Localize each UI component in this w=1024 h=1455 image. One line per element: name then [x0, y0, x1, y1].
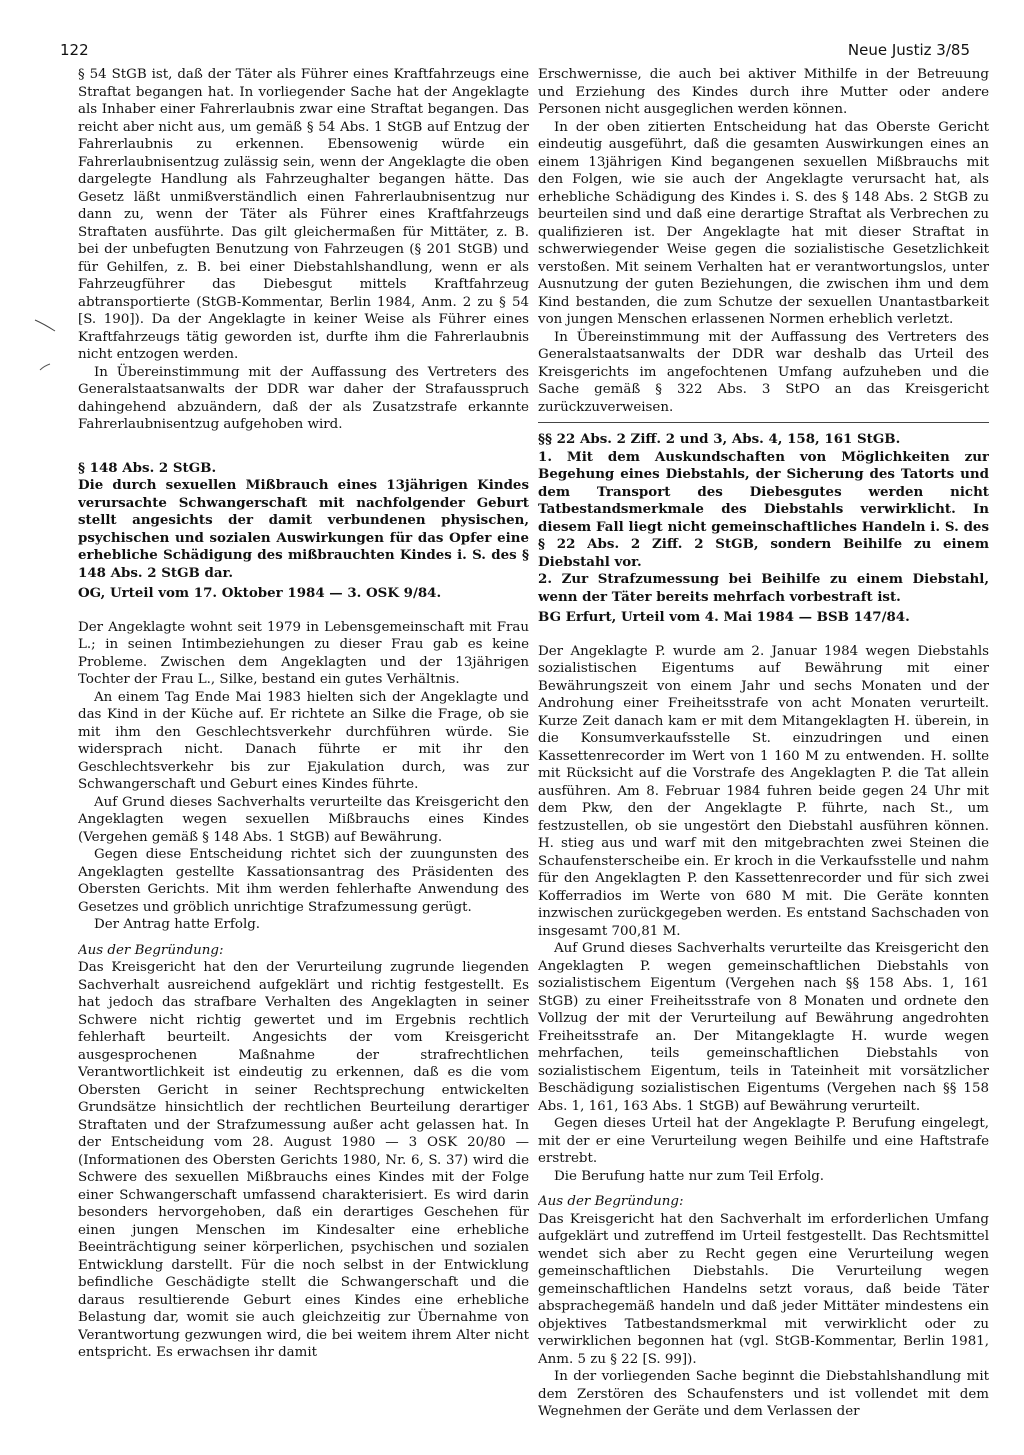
case-summary [538, 449, 989, 627]
paragraph: Das Kreisgericht hat den der Verurteilung zugrunde liegenden Sachverhalt ausreichend aufgeklärt und richtig festgestellt. Es hat jedoch das strafbare Verhalten des Angeklagten in seiner Schwere nicht richtig gewertet und im Ergebnis rechtlich fehlerhaft beurteilt. Angesichts der vom Kreisgericht ausgesprochenen Maßnahme der strafrechtlichen Verantwortlichkeit ist eindeutig zu erkennen, daß es die vom Obersten Gericht in seiner Rechtsprechung entwickelten Grundsätze hinsichtlich der rechtlichen Beurteilung derartiger Straftaten und der Strafzumessung außer acht gelassen hat. In der Entscheidung vom 28. August 1980 — 3 OSK 20/80 — (Informationen des Obersten Gerichts 1980, Nr. 6, S. 37) wird die Schwere des sexuellen Mißbrauchs eines Kindes mit der Folge einer Schwangerschaft umfassend charakterisiert. Es wird darin besonders hervorgehoben, daß ein derartiges Geschehen für einen jungen Menschen im Kindesalter eine erhebliche Beeinträchtigung seiner körperlichen, psychischen und sozialen Entwicklung darstellt. Für die noch selbst in der Entwicklung befindliche Geschädigte stellt die Schwangerschaft und die daraus resultierende Geburt eines Kindes eine erhebliche Belastung dar, womit sie auch gleichzeitig zur Übernahme von Verantwortung gezwungen wird, die bei weitem ihrem Alter nicht entspricht. Es erwachsen ihr damit [78, 960, 529, 1360]
case-heading: § 148 Abs. 2 StGB. [78, 459, 217, 476]
case-heading: §§ 22 Abs. 2 Ziff. 2 und 3, Abs. 4, 158, 161 StGB. [538, 431, 901, 447]
reasons-heading: Aus der Begründung: [78, 942, 224, 958]
case-summary-point-1: 1. Mit dem Auskundschaften von Möglichkeiten zur Begehung eines Diebstahls, der Sicherung des Tatorts und dem Transport des Diebesgutes werden nicht Tatbestandsmerkmale des Diebstahls verwirklicht. In diesem Fall liegt nicht gemeinschaftliches Handeln i. S. des § 22 Abs. 2 Ziff. 2 StGB, sondern Beihilfe zu einem Diebstahl vor. [538, 448, 989, 570]
page-header [60, 41, 970, 63]
section-divider [538, 422, 989, 423]
paragraph: Auf Grund dieses Sachverhalts verurteilte das Kreisgericht den Angeklagten wegen sexuellen Mißbrauchs eines Kindes (Vergehen gemäß § 148 Abs. 1 StGB) auf Bewährung. [78, 794, 529, 845]
paragraph: Der Antrag hatte Erfolg. [94, 917, 261, 932]
paragraph: In Übereinstimmung mit der Auffassung des Vertreters des Generalstaatsanwalts der DDR war deshalb das Urteil des Kreisgerichts im angefochtenen Umfang aufzuheben und die Sache gemäß § 322 Abs. 3 StPO an das Kreisgericht zurückzuverweisen. [538, 329, 989, 415]
paragraph: Die Berufung hatte nur zum Teil Erfolg. [554, 1168, 825, 1184]
paragraph: § 54 StGB ist, daß der Täter als Führer eines Kraftfahrzeugs eine Straftat begangen hat. In vorliegender Sache hat der Angeklagte als Inhaber einer Fahrerlaubnis zwar eine Straftat begangen. Das reicht aber nicht aus, um gemäß § 54 Abs. 1 StGB auf Entzug der Fahrerlaubnis zu erkennen. Ebensowenig würde ein Fahrerlaubnisentzug zulässig sein, wenn der Angeklagte die oben dargelegte Handlung als Fahrzeughalter begangen hätte. Das Gesetz läßt unmißverständlich einen Fahrerlaubnisentzug nur dann zu, wenn der Täter als Führer eines Kraftfahrzeugs Straftaten ausführte. Das gilt gleichermaßen für Mittäter, z. B. bei der unbefugten Benutzung von Fahrzeugen (§ 201 StGB) und für Gehilfen, z. B. bei einer Diebstahlshandlung, wenn er als Fahrzeugführer das Diebesgut mittels Kraftfahrzeug abtransportierte (StGB-Kommentar, Berlin 1984, Anm. 2 zu § 54 [S. 190]). Da der Angeklagte in keiner Weise als Führer eines Kraftfahrzeugs tätig geworden ist, durfte ihm die Fahrerlaubnis nicht entzogen werden. [78, 67, 529, 362]
paragraph: An einem Tag Ende Mai 1983 hielten sich der Angeklagte und das Kind in der Küche auf. Er richtete an Silke die Frage, ob sie mit ihm den Geschlechtsverkehr durchführen würde. Sie widersprach nicht. Danach führte er mit ihr den Geschlechtsverkehr bis zur Ejakulation durch, was zur Schwangerschaft und Geburt eines Kindes führte. [78, 689, 529, 792]
paragraph: Das Kreisgericht hat den Sachverhalt im erforderlichen Umfang aufgeklärt und zutreffend im Urteil festgestellt. Das Rechtsmittel wendet sich aber zu Recht gegen eine Verurteilung wegen gemeinschaftlichen Diebstahls. Die Verurteilung wegen gemeinschaftlichen Handelns setzt voraus, daß beide Täter absprachegemäß handeln und daß jeder Mittäter mindestens ein objektives Tatbestandsmerkmal mit verwirklicht oder zu verwirklichen begonnen hat (vgl. StGB-Kommentar, Berlin 1981, Anm. 5 zu § 22 [S. 99]). [538, 1211, 989, 1367]
paragraph: In der vorliegenden Sache beginnt die Diebstahlshandlung mit dem Zerstören des Schaufensters und ist vollendet mit dem Wegnehmen der Geräte und dem Verlassen der [538, 1369, 989, 1419]
spacer [538, 627, 989, 643]
margin-pencil-mark-small [38, 362, 52, 372]
spacer [78, 934, 529, 942]
spacer [538, 1185, 989, 1193]
paragraph: Gegen dieses Urteil hat der Angeklagte P. Berufung eingelegt, mit der er eine Verurteilung wegen Beihilfe und eine Haftstrafe erstrebt. [538, 1116, 989, 1166]
case-summary [78, 477, 529, 603]
case-summary-point-2: 2. Zur Strafzumessung bei Beihilfe zu einem Diebstahl, wenn der Täter bereits mehrfach vorbestraft ist. [538, 571, 989, 605]
paragraph: Der Angeklagte P. wurde am 2. Januar 1984 wegen Diebstahls sozialistischen Eigentums auf Bewährung mit einer Bewährungszeit von einem Jahr und sechs Monaten und der Androhung einer Freiheitsstrafe von acht Monaten verurteilt. Kurze Zeit danach kam er mit dem Mitangeklagten H. überein, in die Konsumverkaufsstelle St. einzudringen und einen Kassettenrecorder im Wert von 1 160 M zu entwenden. H. sollte mit Rücksicht auf die Vorstrafe des Angeklagten P. die Tat allein ausführen. Am 8. Februar 1984 fuhren beide gegen 24 Uhr mit dem Pkw, den der Angeklagte P. führte, nach St., um festzustellen, ob sie ungestört den Diebstahl ausführen können. H. stieg aus und warf mit den mitgebrachten zwei Steinen die Schaufensterscheibe ein. Er kroch in die Verkaufsstelle und nahm für den Angeklagten P. den Kassettenrecorder und für sich zwei Kofferradios im Werte von 680 M mit. Die Geräte konnten inzwischen zurückgegeben werden. Es entstand Sachschaden von insgesamt 700,81 M. [538, 643, 989, 939]
reasons-heading: Aus der Begründung: [538, 1194, 684, 1209]
paragraph: Auf Grund dieses Sachverhalts verurteilte das Kreisgericht den Angeklagten P. wegen gemeinschaftlichen Diebstahls von sozialistischem Eigentum (Vergehen nach §§ 158 Abs. 1, 161 StGB) zu einer Freiheitsstrafe von 8 Monaten und ordnete den Vollzug der mit der Verurteilung auf Bewährung angedrohten Freiheitsstrafe an. Der Mitangeklagte H. wurde wegen mehrfachen, teils gemeinschaftlichen Diebstahls von sozialistischem Eigentum, teils in Tateinheit mit vorsätzlicher Beschädigung sozialistischen Eigentums (Vergehen nach §§ 158 Abs. 1, 161, 163 Abs. 1 StGB) auf Bewährung verurteilt. [538, 941, 989, 1114]
paragraph: Erschwernisse, die auch bei aktiver Mithilfe in der Betreuung und Erziehung des Kindes durch ihre Mutter oder andere Personen nicht ausgeglichen werden können. [538, 67, 989, 117]
margin-pencil-mark [34, 318, 56, 332]
paragraph: Der Angeklagte wohnt seit 1979 in Lebensgemeinschaft mit Frau L.; in seinen Intimbeziehungen zu dieser Frau gab es keine Probleme. Zwischen dem Angeklagten und der 13jährigen Tochter der Frau L., Silke, bestand ein gutes Verhältnis. [78, 619, 529, 687]
section-divider [78, 440, 529, 452]
paragraph: In Übereinstimmung mit der Auffassung des Vertreters des Generalstaatsanwalts der DDR war daher der Strafausspruch dahingehend abzuändern, daß der als Zusatzstrafe erkannte Fahrerlaubnisentzug aufgehoben wird. [78, 364, 529, 432]
right-column [538, 66, 989, 1446]
journal-issue: Neue Justiz 3/85 [847, 41, 970, 59]
case-summary-text: Die durch sexuellen Mißbrauch eines 13jährigen Kindes verursachte Schwangerschaft mit nachfolgender Geburt stellt angesichts der damit verbundenen physischen, psychischen und sozialen Auswirkungen für das Opfer eine erhebliche Schädigung des mißbrauchten Kindes i. S. des § 148 Abs. 2 StGB dar. [78, 477, 529, 581]
paragraph: In der oben zitierten Entscheidung hat das Oberste Gericht eindeutig ausgeführt, daß die gesamten Auswirkungen eines an einem 13jährigen Kind begangenen sexuellen Mißbrauchs mit den Folgen, wie sie auch der Angeklagte verursacht hat, als erhebliche Schädigung des Kindes i. S. des § 148 Abs. 2 StGB zu beurteilen sind und daß eine derartige Straftat als Verbrechen zu qualifizieren ist. Der Angeklagte hat mit dieser Straftat in schwerwiegender Weise gegen die sozialistische Gesetzlichkeit verstoßen. Mit seinem Verhalten hat er verantwortungslos, unter Ausnutzung der guten Beziehungen, die zwischen ihm und dem Kind bestanden, die zum Schutze der sexuellen Unantastbarkeit von jungen Menschen erlassenen Normen erheblich verletzt. [538, 119, 989, 327]
spacer [78, 603, 529, 619]
left-column [78, 66, 529, 1446]
paragraph: Gegen diese Entscheidung richtet sich der zuungunsten des Angeklagten gestellte Kassationsantrag des Präsidenten des Obersten Gerichts. Mit ihm werden fehlerhafte Anwendung des Gesetzes und gröblich unrichtige Strafzumessung gerügt. [78, 847, 529, 915]
case-citation: BG Erfurt, Urteil vom 4. Mai 1984 — BSB 147/84. [538, 609, 910, 625]
page-number: 122 [60, 41, 89, 59]
case-citation: OG, Urteil vom 17. Oktober 1984 — 3. OSK 9/84. [78, 585, 442, 601]
